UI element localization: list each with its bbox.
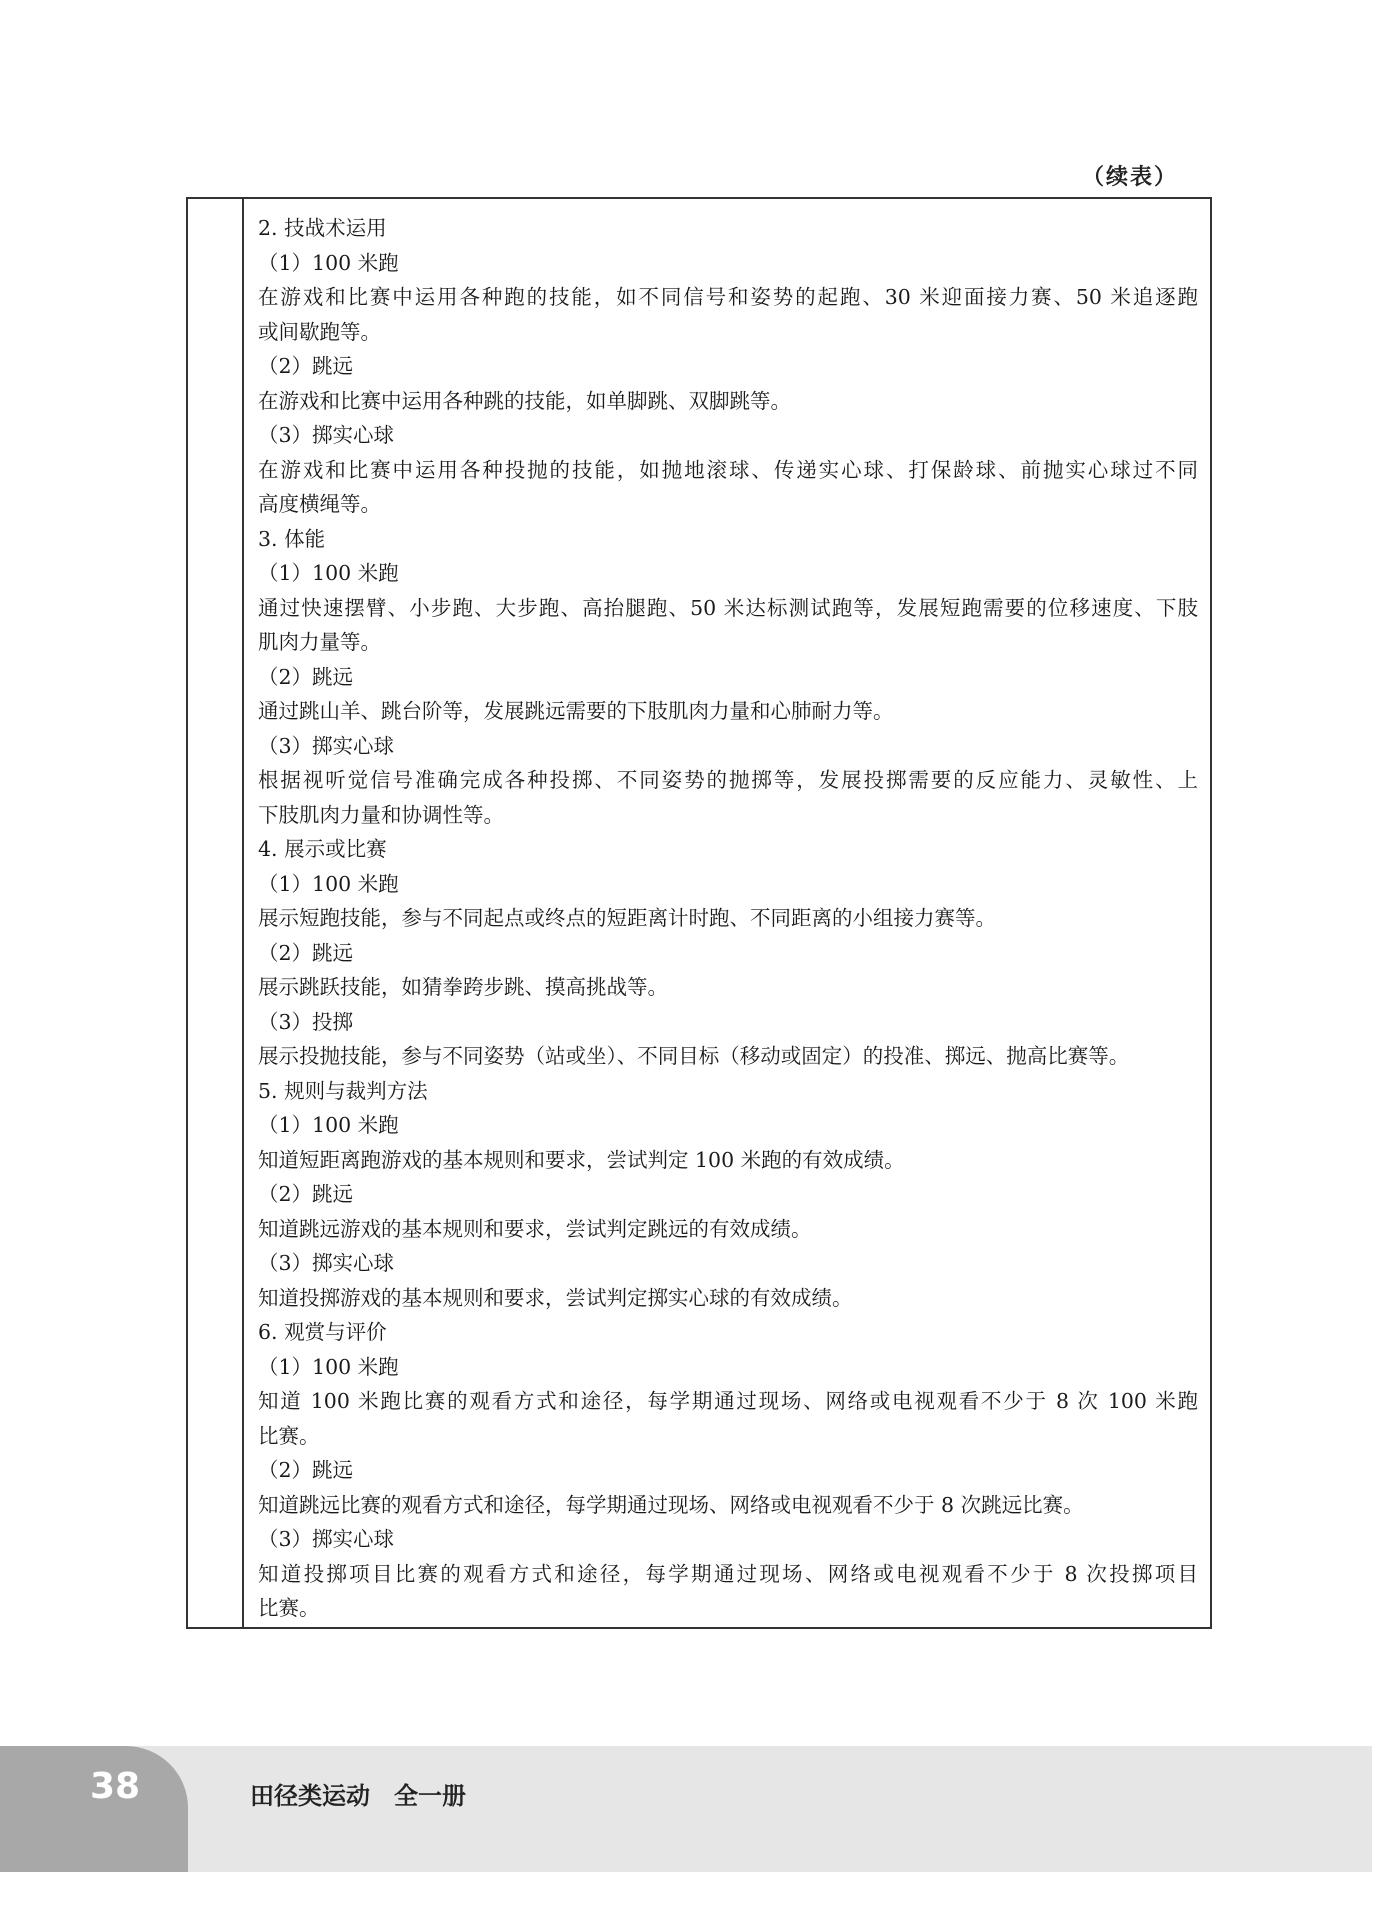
subsection-heading: （2）跳远: [258, 664, 354, 689]
subsection-heading: （1）100 米跑: [258, 871, 399, 896]
subsection-heading: （1）100 米跑: [258, 561, 399, 585]
paragraph-line: 通过快速摆臂、小步跑、大步跑、高抬腿跑、50 米达标测试跑等，发展短跑需要的位移速度、下肢: [258, 595, 1198, 620]
paragraph-line: 比赛。: [258, 1596, 320, 1620]
paragraph-line: 下肢肌肉力量和协调性等。: [258, 802, 504, 827]
section-heading: 5. 规则与裁判方法: [258, 1078, 428, 1103]
page-footer: [0, 1746, 1372, 1872]
page-number: 38: [90, 1766, 141, 1807]
section-heading: 2. 技战术运用: [258, 216, 387, 240]
paragraph-line: 通过跳山羊、跳台阶等，发展跳远需要的下肢肌肉力量和心肺耐力等。: [258, 699, 894, 723]
paragraph-line: 知道投掷游戏的基本规则和要求，尝试判定掷实心球的有效成绩。: [258, 1285, 853, 1310]
paragraph-line: 肌肉力量等。: [258, 630, 381, 654]
subsection-heading: （1）100 米跑: [258, 1354, 399, 1379]
section-heading: 6. 观赏与评价: [258, 1320, 387, 1344]
subsection-heading: （3）掷实心球: [258, 733, 395, 758]
paragraph-line: 展示投抛技能，参与不同姿势（站或坐）、不同目标（移动或固定）的投准、掷远、抛高比赛等。: [258, 1044, 1130, 1068]
paragraph-line: 知道短距离跑游戏的基本规则和要求，尝试判定 100 米跑的有效成绩。: [258, 1147, 905, 1172]
section-heading: 4. 展示或比赛: [258, 837, 387, 861]
paragraph-line: 在游戏和比赛中运用各种跑的技能，如不同信号和姿势的起跑、30 米迎面接力赛、50 米追逐跑: [258, 285, 1198, 309]
paragraph-line: 知道 100 米跑比赛的观看方式和途径，每学期通过现场、网络或电视观看不少于 8 次 100 米跑: [258, 1389, 1198, 1413]
section-heading: 3. 体能: [258, 526, 326, 551]
paragraph-line: 展示跳跃技能，如猜拳跨步跳、摸高挑战等。: [258, 975, 668, 999]
paragraph-line: 比赛。: [258, 1423, 320, 1448]
paragraph-line: 展示短跑技能，参与不同起点或终点的短距离计时跑、不同距离的小组接力赛等。: [258, 906, 996, 930]
subsection-heading: （2）跳远: [258, 354, 354, 378]
paragraph-line: 知道投掷项目比赛的观看方式和途径，每学期通过现场、网络或电视观看不少于 8 次投掷项目: [258, 1561, 1198, 1586]
table-content-cell: [258, 211, 1198, 1626]
paragraph-line: 知道跳远比赛的观看方式和途径，每学期通过现场、网络或电视观看不少于 8 次跳远比赛。: [258, 1492, 1084, 1517]
subsection-heading: （1）100 米跑: [258, 250, 399, 275]
paragraph-line: 或间歇跑等。: [258, 319, 381, 344]
continued-label: （续表）: [1081, 165, 1178, 190]
paragraph-line: 根据视听觉信号准确完成各种投掷、不同姿势的抛掷等，发展投掷需要的反应能力、灵敏性、上: [258, 768, 1198, 792]
subsection-heading: （1）100 米跑: [258, 1113, 399, 1137]
paragraph-line: 在游戏和比赛中运用各种跳的技能，如单脚跳、双脚跳等。: [258, 388, 791, 413]
subsection-heading: （3）掷实心球: [258, 1527, 395, 1551]
subsection-heading: （2）跳远: [258, 1458, 354, 1482]
content-table: [186, 197, 1212, 1629]
subsection-heading: （3）掷实心球: [258, 1251, 395, 1275]
subsection-heading: （2）跳远: [258, 940, 354, 965]
page-number-tab: [0, 1746, 188, 1872]
paragraph-line: 高度横绳等。: [258, 492, 381, 516]
subsection-heading: （2）跳远: [258, 1182, 354, 1206]
book-title: 田径类运动 全一册: [250, 1782, 466, 1810]
subsection-heading: （3）掷实心球: [258, 423, 395, 447]
subsection-heading: （3）投掷: [258, 1009, 354, 1034]
table-left-column: [188, 199, 244, 1627]
paragraph-line: 在游戏和比赛中运用各种投抛的技能，如抛地滚球、传递实心球、打保龄球、前抛实心球过不同: [258, 457, 1198, 482]
paragraph-line: 知道跳远游戏的基本规则和要求，尝试判定跳远的有效成绩。: [258, 1216, 812, 1241]
